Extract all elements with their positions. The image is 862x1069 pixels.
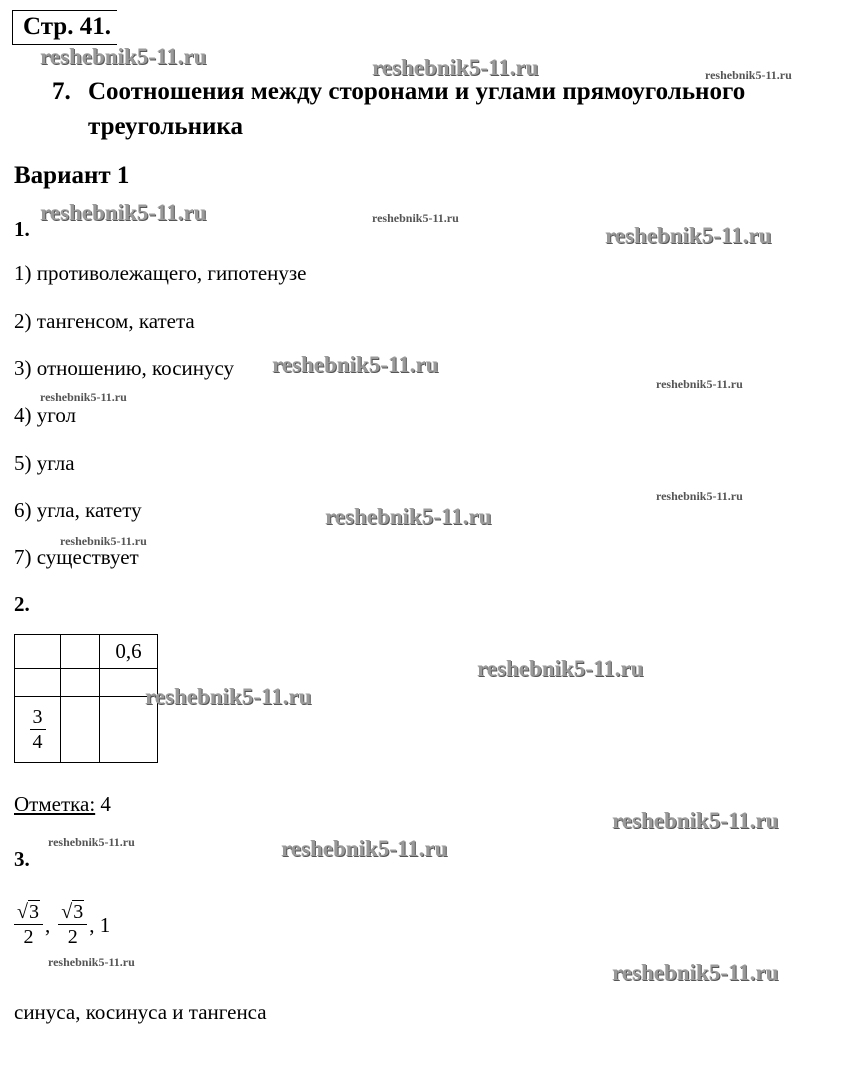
- trig-tail: , 1: [89, 912, 111, 937]
- fraction-denominator: 2: [23, 926, 34, 948]
- task2-number: 2.: [14, 592, 30, 616]
- watermark: reshebnik5-11.ru: [48, 835, 135, 849]
- section-title: [52, 74, 857, 144]
- watermark: reshebnik5-11.ru: [612, 808, 779, 833]
- task1-answer-7: 7) существует: [14, 545, 139, 569]
- watermark: reshebnik5-11.ru: [372, 55, 539, 80]
- watermark: reshebnik5-11.ru: [372, 211, 459, 225]
- task1-answer-5: 5) угла: [14, 451, 75, 475]
- watermark: reshebnik5-11.ru: [605, 223, 772, 248]
- grid-cell-value: 0,6: [100, 635, 158, 669]
- section-title-line2: треугольника: [88, 113, 243, 140]
- square-root: √3: [17, 901, 39, 923]
- grid-cell: [61, 669, 100, 697]
- watermark: reshebnik5-11.ru: [40, 390, 127, 404]
- grade-line: [14, 791, 111, 817]
- square-root: √3: [61, 901, 84, 923]
- radical-sign-icon: √: [61, 901, 73, 923]
- separator: ,: [44, 912, 51, 937]
- watermark: reshebnik5-11.ru: [272, 352, 439, 377]
- watermark: reshebnik5-11.ru: [60, 534, 147, 548]
- task1-answer-6: 6) угла, катету: [14, 498, 142, 522]
- grid-cell: [15, 669, 61, 697]
- grid-cell-fraction: [15, 697, 61, 763]
- radical-sign-icon: √: [17, 901, 28, 923]
- grid-cell: [61, 635, 100, 669]
- watermark: reshebnik5-11.ru: [281, 836, 448, 861]
- fraction-denominator: 2: [67, 926, 78, 948]
- grade-value: 4: [95, 792, 111, 816]
- task3-number: 3.: [14, 847, 30, 871]
- watermark: reshebnik5-11.ru: [705, 68, 792, 82]
- fraction: [14, 900, 43, 949]
- watermark: reshebnik5-11.ru: [656, 489, 743, 503]
- answer-grid: [14, 634, 158, 763]
- variant-heading: Вариант 1: [14, 162, 130, 189]
- watermark: reshebnik5-11.ru: [145, 684, 312, 709]
- task1-number: 1.: [14, 217, 30, 241]
- fraction: [58, 900, 87, 949]
- task3-conclusion: синуса, косинуса и тангенса: [14, 1000, 267, 1024]
- task1-answer-2: 2) тангенсом, катета: [14, 309, 195, 333]
- fraction-numerator: 3: [30, 705, 46, 730]
- watermark: reshebnik5-11.ru: [40, 200, 207, 225]
- task1-answer-3: 3) отношению, косинусу: [14, 356, 235, 380]
- trig-values: [14, 900, 110, 949]
- watermark: reshebnik5-11.ru: [325, 504, 492, 529]
- task1-answer-1: 1) противолежащего, гипотенузе: [14, 261, 307, 285]
- watermark: reshebnik5-11.ru: [612, 960, 779, 985]
- grid-cell: [61, 697, 100, 763]
- watermark: reshebnik5-11.ru: [477, 656, 644, 681]
- page-reference: Стр. 41.: [12, 10, 117, 45]
- fraction-denominator: 4: [32, 731, 43, 753]
- task1-answer-4: 4) угол: [14, 403, 77, 427]
- grid-cell: [15, 635, 61, 669]
- fraction: [30, 705, 46, 754]
- watermark: reshebnik5-11.ru: [40, 44, 207, 69]
- watermark: reshebnik5-11.ru: [656, 377, 743, 391]
- grade-label: Отметка:: [14, 792, 96, 816]
- section-number: 7.: [52, 78, 71, 105]
- section-title-line1: Соотношения между сторонами и углами прямоугольного: [88, 78, 746, 105]
- watermark: reshebnik5-11.ru: [48, 955, 135, 969]
